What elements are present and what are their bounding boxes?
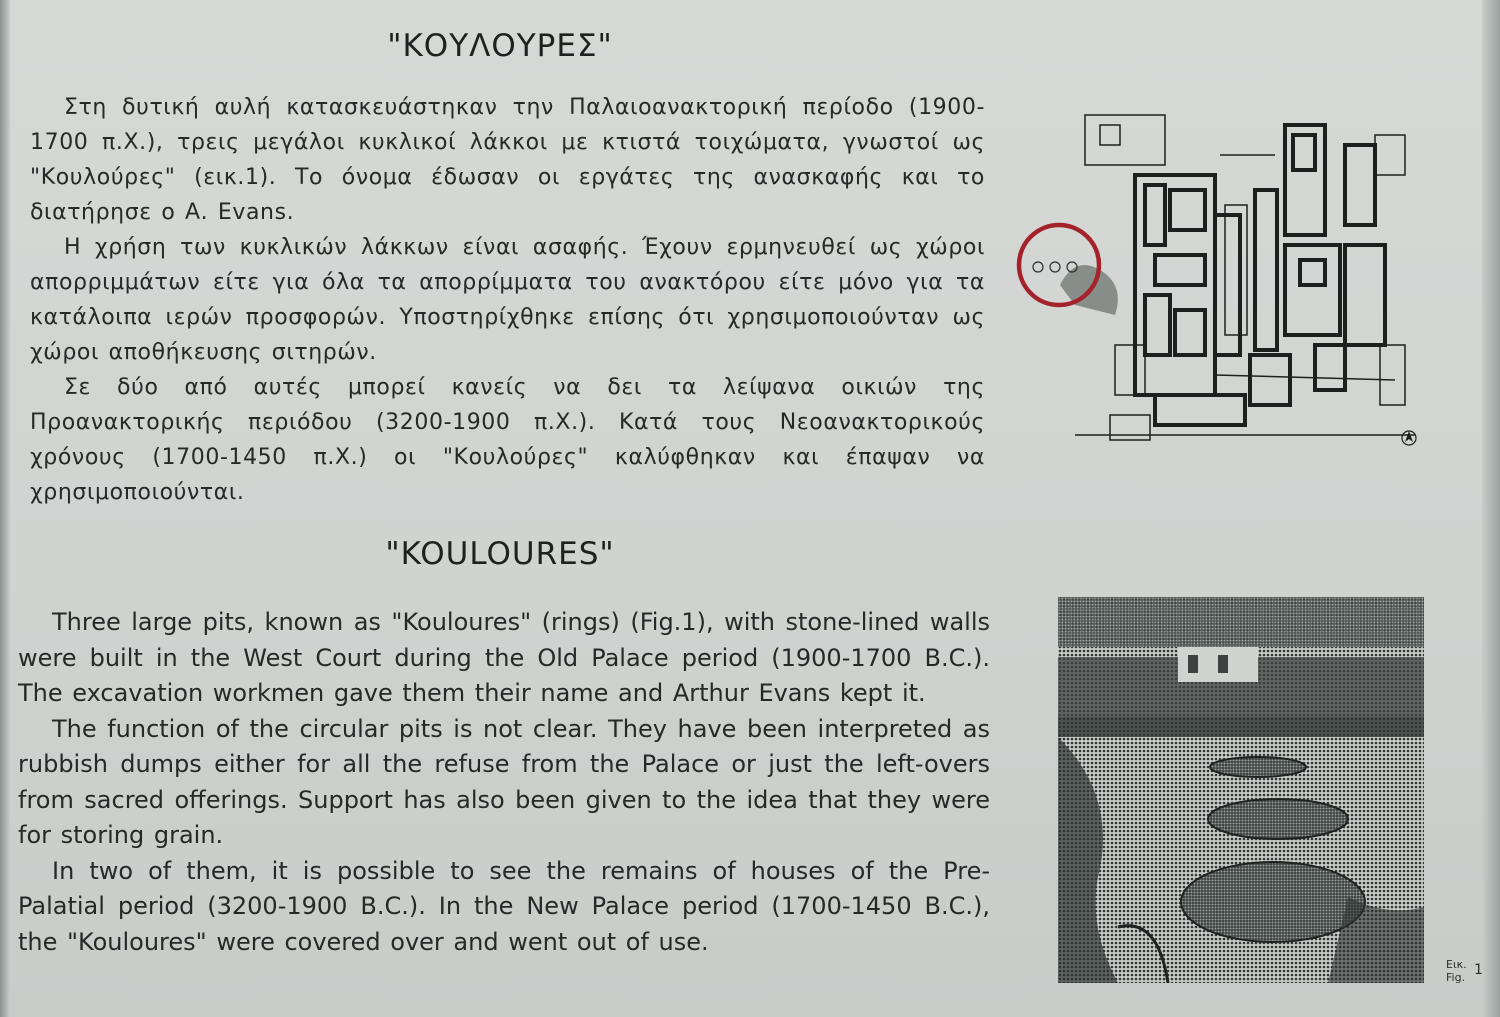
- sign-frame-right: [1482, 0, 1500, 1017]
- greek-title: "ΚΟΥΛΟΥΡΕΣ": [387, 28, 613, 64]
- english-paragraph: In two of them, it is possible to see the remains of houses of the Pre-Palatial period (3200-1900 B.C.). In the New Palace period (1700-1450 B.C.), the "Kouloures" were covered over and went out of use.: [18, 856, 990, 956]
- english-text: [18, 605, 990, 960]
- sign-frame-left: [0, 0, 10, 1017]
- north-arrow-icon: [1402, 431, 1416, 445]
- figure-caption: [1446, 958, 1467, 984]
- greek-paragraph: Σε δύο από αυτές μπορεί κανείς να δει τα λείψανα οικιών της Προανακτορικής περιόδου (3200-1900 π.Χ.). Κατά τους Νεοανακτορικούς χρόνους (1700-1450 π.Χ.) οι "Κουλούρες" καλύφθηκαν και έπαψαν να χρησιμοποιούνται.: [30, 375, 985, 505]
- palace-site-plan: [1015, 95, 1435, 455]
- greek-paragraph: Στη δυτική αυλή κατασκευάστηκαν την Παλαιοανακτορική περίοδο (1900-1700 π.Χ.), τρεις μεγάλοι κυκλικοί λάκκοι με κτιστά τοιχώματα, γνωστοί ως "Κουλούρες" (εικ.1). Το όνομα έδωσαν οι εργάτες της ανασκαφής και το διατήρησε ο Α. Evans.: [30, 95, 985, 225]
- greek-text: [30, 90, 985, 510]
- figure-number: 1: [1474, 962, 1483, 978]
- figure-caption-greek: Εικ.: [1446, 958, 1467, 971]
- kouloures-photo-image: [1058, 597, 1424, 983]
- english-title: "KOULOURES": [385, 536, 615, 572]
- site-plan-drawing: [1015, 95, 1435, 455]
- english-paragraph: Three large pits, known as "Kouloures" (rings) (Fig.1), with stone-lined walls were built in the West Court during the Old Palace period (1900-1700 B.C.). The excavation workmen gave them their name and Arthur Evans kept it.: [18, 608, 990, 707]
- figure-caption-english: Fig.: [1446, 971, 1466, 984]
- greek-paragraph: Η χρήση των κυκλικών λάκκων είναι ασαφής. Έχουν ερμηνευθεί ως χώροι απορριμμάτων είτε για όλα τα απορρίμματα του ανακτόρου είτε μόνο για τα κατάλοιπα ιερών προσφορών. Υποστηρίχθηκε επίσης ότι χρησιμοποιούνταν ως χώροι αποθήκευσης σιτηρών.: [30, 235, 985, 365]
- kouloures-photo: [1058, 597, 1424, 983]
- english-paragraph: The function of the circular pits is not clear. They have been interpreted as rubbish dumps either for all the refuse from the Palace or just the left-overs from sacred offerings. Support has also been given to the idea that they were for storing grain.: [18, 714, 990, 849]
